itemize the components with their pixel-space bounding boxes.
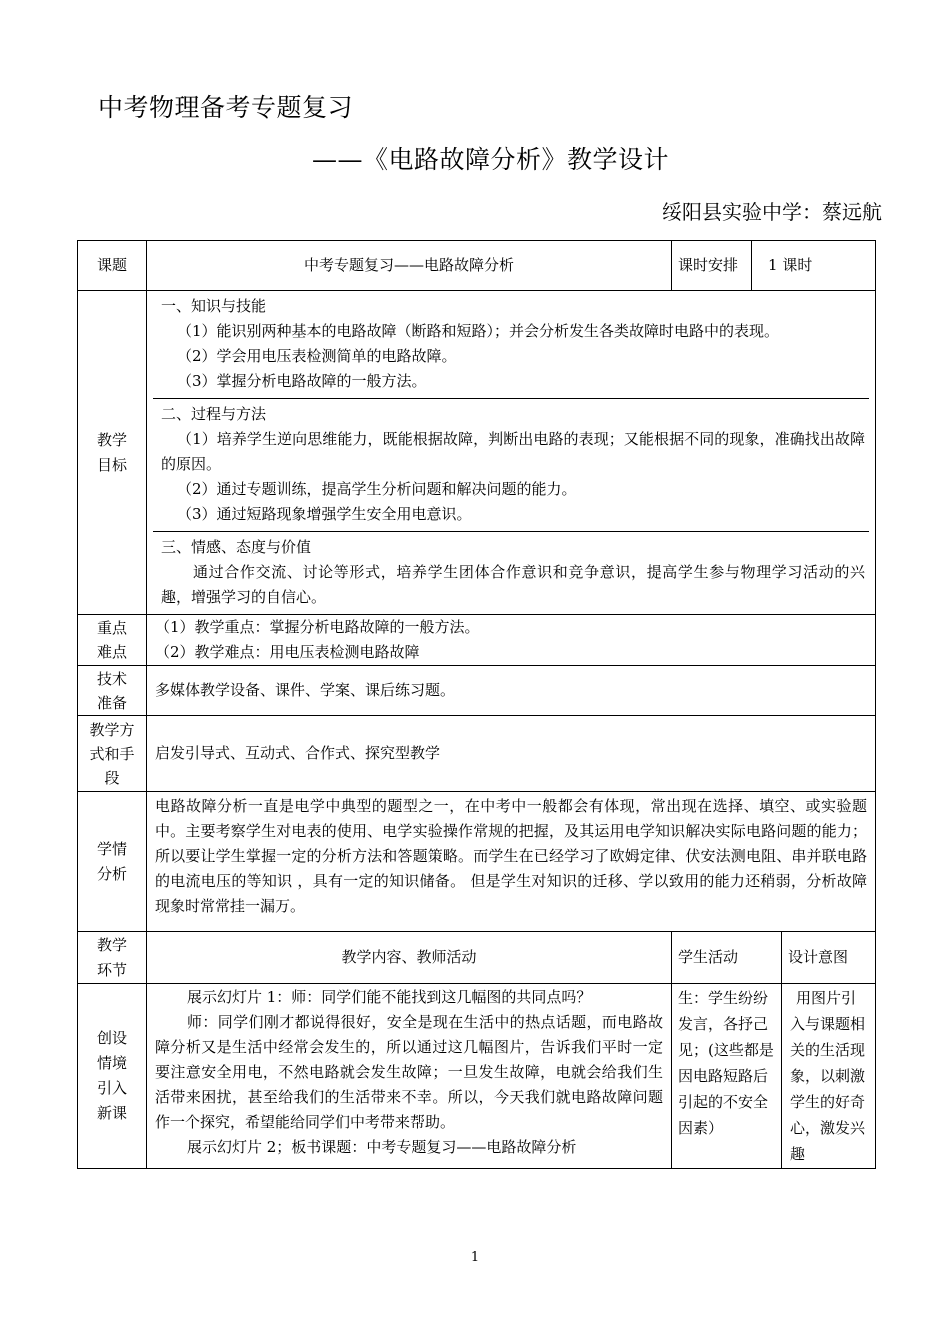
goals-row bbox=[78, 291, 876, 615]
design-header: 设计意图 bbox=[782, 932, 876, 984]
author-line: 绥阳县实验中学：蔡远航 bbox=[662, 200, 882, 224]
document-title: 中考物理备考专题复习 bbox=[98, 93, 354, 122]
student-header: 学生活动 bbox=[672, 932, 782, 984]
keypoints-row bbox=[78, 615, 876, 666]
analysis-row bbox=[78, 792, 876, 932]
goal-line: （3）通过短路现象增强学生安全用电意识。 bbox=[177, 505, 472, 523]
content-header: 教学内容、教师活动 bbox=[147, 932, 672, 984]
content-paragraph: 展示幻灯片 1：师：同学们能不能找到这几幅图的共同点吗？ bbox=[187, 988, 592, 1006]
topic-row bbox=[78, 241, 876, 291]
goal-line: （1）培养学生逆向思维能力，既能根据故障，判断出电路的表现；又能根据不同的现象，准确找出故障的原因。 bbox=[161, 430, 866, 473]
goal-line: 通过合作交流、讨论等形式，培养学生团体合作意识和竞争意识，提高学生参与物理学习活动的兴趣，增强学习的自信心。 bbox=[161, 563, 866, 606]
page-number: 1 bbox=[470, 1250, 480, 1265]
content-paragraph: 展示幻灯片 2；板书课题：中考专题复习——电路故障分析 bbox=[187, 1138, 577, 1156]
topic-value: 中考专题复习——电路故障分析 bbox=[147, 241, 672, 291]
goal-heading: 三、情感、态度与价值 bbox=[161, 538, 312, 556]
goal-section-process bbox=[153, 399, 869, 532]
goal-line: （2）学会用电压表检测简单的电路故障。 bbox=[177, 347, 457, 365]
keypoint-line: （1）教学重点：掌握分析电路故障的一般方法。 bbox=[155, 618, 480, 636]
lesson-plan-table bbox=[77, 240, 876, 1169]
process-stage-header: 教学环节 bbox=[96, 935, 127, 979]
topic-label: 课题 bbox=[78, 241, 147, 291]
content-paragraph: 师：同学们刚才都说得很好，安全是现在生活中的热点话题，而电路故障分析又是生活中经常会发生的，所以通过这几幅图片，告诉我们平时一定要注意安全用电，不然电路就会发生故障；一旦发生故障，电就会给我们生活带来困扰，甚至给我们的生活带来不幸。所以，今天我们就电路故障问题作一个探究，希望能给同学们中考带来帮助。 bbox=[155, 1013, 664, 1131]
tech-row bbox=[78, 666, 876, 716]
process-stage-label: 创设情境引入新课 bbox=[96, 1029, 127, 1122]
student-activity: 生：学生纷纷发言，各抒己见；(这些都是因电路短路后引起的不安全因素） bbox=[672, 984, 782, 1169]
keypoints-label: 重点难点 bbox=[96, 619, 127, 661]
analysis-value: 电路故障分析一直是电学中典型的题型之一，在中考中一般都会有体现，常出现在选择、填空、或实验题中。主要考察学生对电表的使用、电学实验操作常规的把握，及其运用电学知识解决实际电路问题的能力；所以要让学生掌握一定的分析方法和答题策略。而学生在已经学习了欧姆定律、伏安法测电阻、串并联电路的电流电压的等知识 ，具有一定的知识储备。 但是学生对知识的迁移、学以致用的能力还稍弱，分析故障现象时常常挂一漏万。 bbox=[147, 792, 876, 932]
process-row bbox=[78, 984, 876, 1169]
method-value: 启发引导式、互动式、合作式、探究型教学 bbox=[147, 716, 876, 792]
schedule-value: 1 课时 bbox=[752, 241, 876, 291]
document-subtitle: ——《电路故障分析》教学设计 bbox=[312, 145, 670, 174]
goal-heading: 二、过程与方法 bbox=[161, 405, 267, 423]
method-label: 教学方式和手段 bbox=[89, 720, 135, 787]
analysis-label: 学情分析 bbox=[96, 839, 127, 883]
goal-line: （3）掌握分析电路故障的一般方法。 bbox=[177, 372, 427, 390]
tech-label: 技术准备 bbox=[96, 669, 127, 712]
goals-label: 教学目标 bbox=[96, 430, 127, 474]
goals-sections bbox=[153, 291, 869, 614]
process-header-row bbox=[78, 932, 876, 984]
goal-heading: 一、知识与技能 bbox=[161, 297, 267, 315]
design-intent: 用图片引入与课题相关的生活现象，以刺激学生的好奇心，激发兴趣 bbox=[782, 984, 876, 1169]
goal-section-knowledge bbox=[153, 291, 869, 399]
goal-line: （1）能识别两种基本的电路故障（断路和短路）；并会分析发生各类故障时电路中的表现。 bbox=[177, 322, 780, 340]
method-row bbox=[78, 716, 876, 792]
tech-value: 多媒体教学设备、课件、学案、课后练习题。 bbox=[147, 666, 876, 716]
schedule-label: 课时安排 bbox=[672, 241, 752, 291]
goal-line: （2）通过专题训练，提高学生分析问题和解决问题的能力。 bbox=[177, 480, 577, 498]
keypoint-line: （2）教学难点：用电压表检测电路故障 bbox=[155, 643, 420, 661]
goal-section-attitude bbox=[153, 532, 869, 615]
